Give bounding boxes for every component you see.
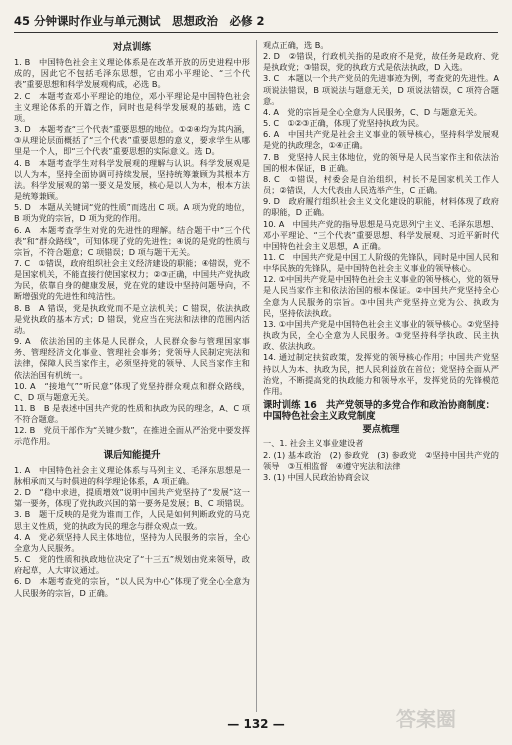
watermark-logo: 答案圈 bbox=[396, 707, 456, 731]
answer-item: 11. B B 是表述中国共产党的性质和执政为民的理念，A、C 项不符合题意。 bbox=[14, 403, 250, 425]
answer-item: 观点正确，选 B。 bbox=[263, 40, 329, 50]
section-title-extension: 课后知能提升 bbox=[103, 449, 161, 461]
key-point-item: 一、1. 社会主义事业建设者 bbox=[263, 438, 364, 449]
answer-item: 1. A 中国特色社会主义理论体系与马列主义、毛泽东思想是一脉相承而又与时俱进的科学理论体系，A 项正确。 bbox=[14, 464, 250, 486]
answer-item: 5. D 本题从关键词“党的性质”而选出 C 项。A 项为党的地位，B 项为党的宗旨，D 项为党的作用。 bbox=[14, 202, 250, 224]
answer-item: 6. A 中国共产党是社会主义事业的领导核心，坚持科学发展观是党的执政理念，①④正确。 bbox=[263, 129, 499, 151]
column-divider bbox=[256, 40, 257, 712]
answer-item: 10. A 中国共产党的指导思想是马克思列宁主义、毛泽东思想、邓小平理论、“三个代表”重要思想、科学发展观、习近平新时代中国特色社会主义思想，A 正确。 bbox=[263, 218, 499, 251]
answer-item: 7. C ①错误，政府组织社会主义经济建设的职能；④错误，党不是国家机关，不能直接行使国家权力；②③正确，中国共产党执政为民，依靠自身的健康发展，党在党的建设中坚持问题导向，不断增强党的先进性和纯洁性。 bbox=[14, 257, 250, 302]
left-column bbox=[14, 40, 250, 599]
answer-item: 6. A 本题考查学生对党的先进性的理解。结合题干中“三个代表”和“群众路线”，可知体现了党的先进性；④说的是党的性质与宗旨，不符合题意；C 项错误；D 项与题干无关。 bbox=[14, 224, 250, 257]
answer-item: 2. D ②错误，行政机关指的是政府不是党，故任务是政府、党是执政党；③错误，党的执政方式是依法执政，D 入选。 bbox=[263, 51, 499, 73]
extension-answers bbox=[14, 465, 250, 599]
lesson-title: 课时训练 16 共产党领导的多党合作和政治协商制度：中国特色社会主义政党制度 bbox=[263, 400, 495, 423]
answer-item: 9. D 政府履行组织社会主义文化建设的职能，材料体现了政府的职能，D 正确。 bbox=[263, 196, 499, 218]
answer-item: 3. D 本题考查“三个代表”重要思想的地位。①②④均为其内涵，③从理论层面概括了“三个代表”重要思想的意义，要求学生从哪里是一个人，即“三个代表”重要思想的实际意义。选 D。 bbox=[14, 124, 250, 157]
answer-item: 13. ①中国共产党是中国特色社会主义事业的领导核心。②党坚持执政为民，全心全意为人民服务。③党坚持科学执政、民主执政、依法执政。 bbox=[263, 318, 499, 352]
answer-item: 11. C 中国共产党是中国工人阶级的先锋队，同时是中国人民和中华民族的先锋队，是中国特色社会主义事业的领导核心。 bbox=[263, 251, 499, 274]
answer-item: 7. B 党坚持人民主体地位，党的领导是人民当家作主和依法治国的根本保证，B 正确。 bbox=[263, 151, 499, 173]
page-number: — 132 — bbox=[227, 717, 285, 731]
answer-item: 8. C ①错误，村委会是自治组织，村长不是国家机关工作人员；②错误，人大代表由人民选举产生，C 正确。 bbox=[263, 173, 499, 196]
answer-item: 14. 通过制定扶贫政策，发挥党的领导核心作用；中国共产党坚持以人为本、执政为民，把人民利益放在首位；党坚持全面从严治党，不断提高党的执政能力和领导水平，发挥党员的先锋模范作用。 bbox=[263, 352, 499, 396]
practice-answers bbox=[14, 57, 250, 447]
answer-item: 4. A 党必须坚持人民主体地位，坚持为人民服务的宗旨，全心全意为人民服务。 bbox=[14, 531, 250, 553]
answer-item: 1. B 中国特色社会主义理论体系是在改革开放的历史进程中形成的，因此它不包括毛泽东思想，它由邓小平理论、“三个代表”重要思想和科学发展观构成，必选 B。 bbox=[14, 57, 250, 90]
page-header bbox=[14, 10, 498, 33]
answer-item: 2. D “稳中求进，提质增效”说明中国共产党坚持了“发展”这一第一要务，体现了党执政兴国的第一要务是发展；B、C 项错误。 bbox=[14, 487, 250, 509]
answer-item: 4. A 党的宗旨是全心全意为人民服务，C、D 与题意无关。 bbox=[263, 106, 482, 117]
answer-item: 6. D 本题考查党的宗旨，“以人民为中心”体现了党全心全意为人民服务的宗旨，D 正确。 bbox=[14, 576, 250, 598]
answer-item: 12. B 党员干部作为“关键少数”，在推进全面从严治党中要发挥示范作用。 bbox=[14, 425, 250, 447]
answer-item: 10. A “接地气”“听民意”体现了党坚持群众观点和群众路线，C、D 项与题意无关。 bbox=[14, 380, 250, 402]
continued-answers bbox=[263, 40, 499, 397]
header-title: 45 分钟课时作业与单元测试 思想政治 必修 2 bbox=[14, 14, 265, 28]
key-point-item: 3. (1) 中国人民政治协商会议 bbox=[263, 471, 370, 482]
key-point-item: 2. (1) 基本政治 (2) 参政党 (3) 参政党 ②坚持中国共产党的领导 ③互相监督 ④遵守宪法和法律 bbox=[263, 449, 499, 471]
lesson-subtitle: 要点梳理 bbox=[362, 424, 400, 436]
answer-item: 2. C 本题考查邓小平理论的地位，邓小平理论是中国特色社会主义理论体系的开篇之作，同时也是科学发展观的基础，选 C 项。 bbox=[14, 90, 250, 123]
answer-item: 12. ①中国共产党是中国特色社会主义事业的领导核心，党的领导是人民当家作主和依法治国的根本保证。②中国共产党坚持全心全意为人民服务的宗旨。③中国共产党坚持立党为公、执政为民，坚持依法执政。 bbox=[263, 274, 499, 318]
answer-item: 5. C 党的性质和执政地位决定了“十三五”规划由党来领导，政府起草，人大审议通过。 bbox=[14, 554, 250, 576]
answer-item: 8. B A 错误，党是执政党而不是立法机关；C 错误，依法执政是党执政的基本方式；D 错误，党应当在宪法和法律的范围内活动。 bbox=[14, 302, 250, 335]
right-column bbox=[263, 40, 499, 483]
answer-item: 3. B 题干反映的是党为谁而工作，人民是如何判断政党的马克思主义性质，党的执政为民的理念与群众观点一致。 bbox=[14, 509, 250, 531]
key-points bbox=[263, 438, 499, 483]
answer-item: 5. C ①②③正确，体现了党坚持执政为民。 bbox=[263, 118, 424, 129]
answer-item: 9. A 依法治国的主体是人民群众，人民群众参与管理国家事务、管理经济文化事业、管理社会事务；党领导人民制定宪法和法律，保障人民当家作主，必须坚持党的领导、人民当家作主和依法治国有机统一。 bbox=[14, 336, 250, 380]
section-title-practice: 对点训练 bbox=[112, 42, 151, 53]
answer-item: 4. B 本题考查学生对科学发展观的理解与认识。科学发展观是以人为本，坚持全面协调可持续发展，坚持统筹兼顾为其根本方法。科学发展观的第一要义是发展，核心是以人为本，根本方法是统筹兼顾。 bbox=[14, 157, 250, 202]
answer-item: 3. C 本题以一个共产党员的先进事迹为例，考查党的先进性。A 项说法错误，B 项说法与题意无关，D 项说法错误，C 项符合题意。 bbox=[263, 73, 499, 106]
